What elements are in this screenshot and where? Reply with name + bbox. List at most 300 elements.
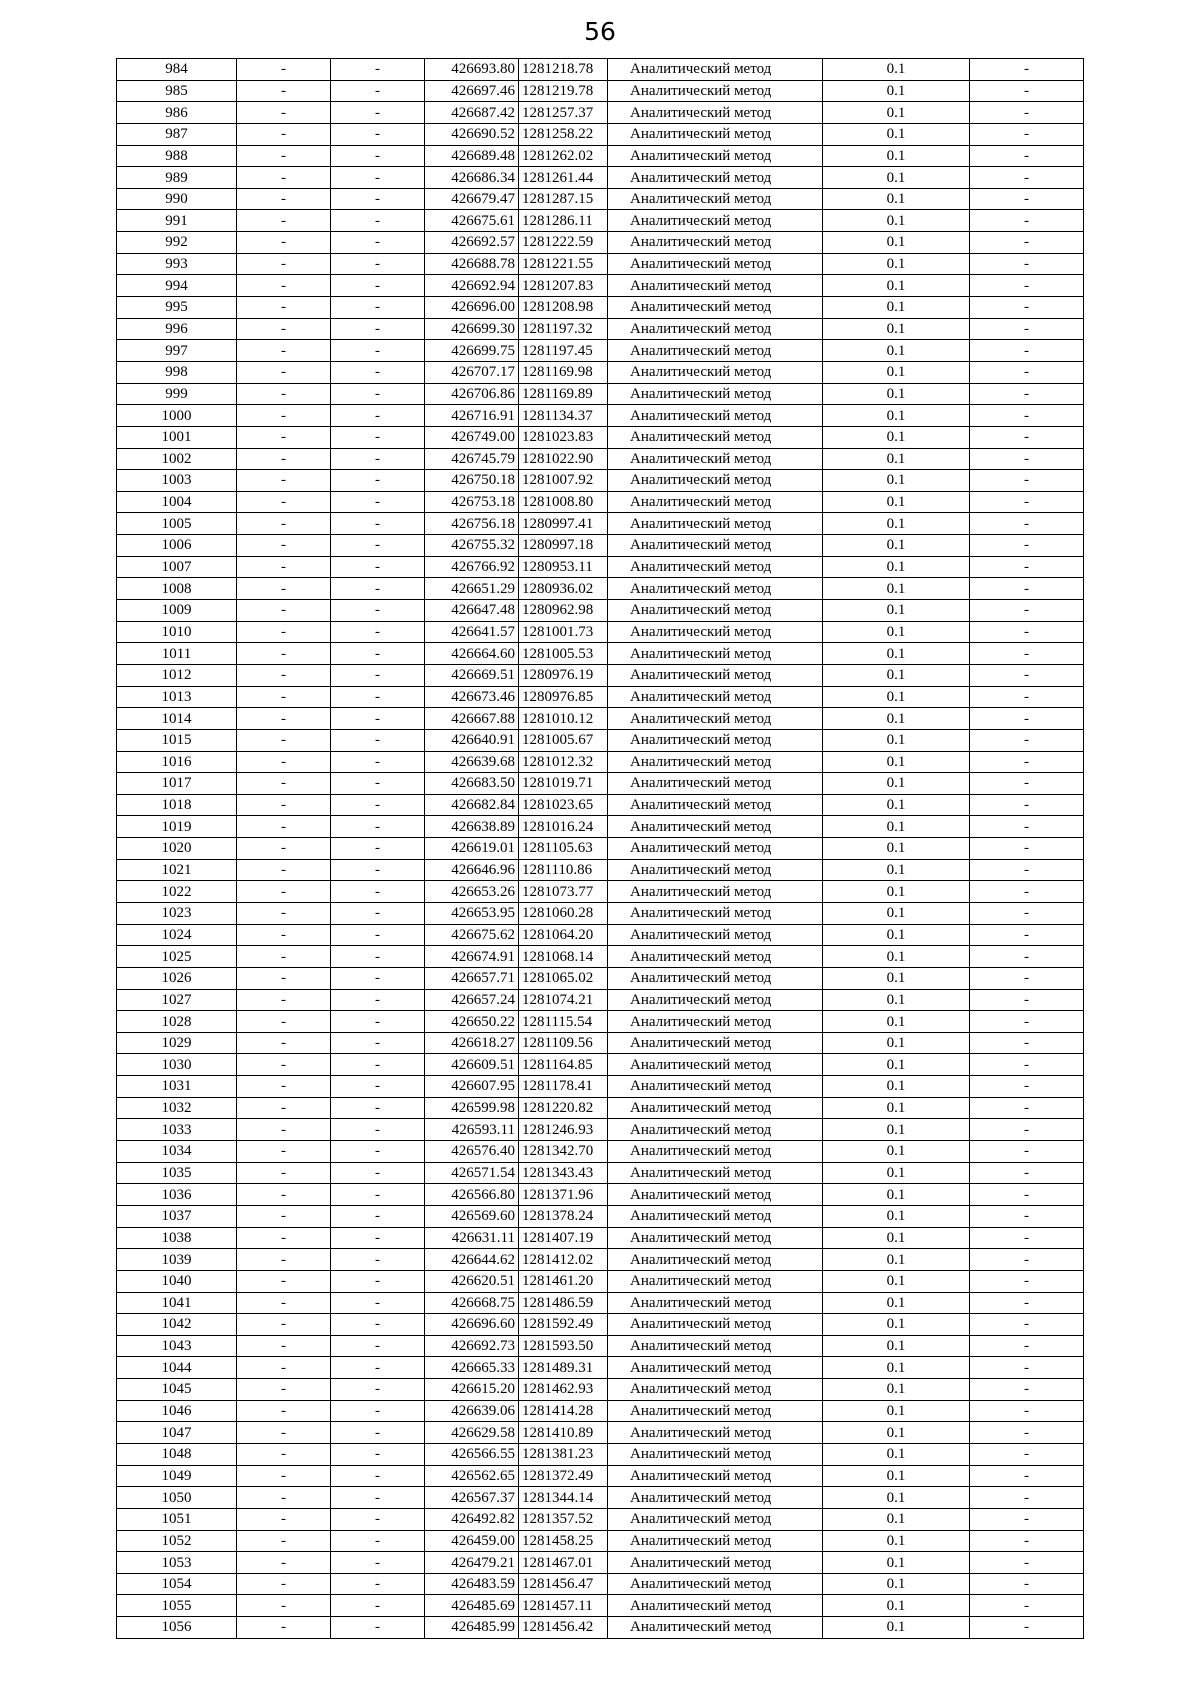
coordinate-x-cell: 426679.47 [425, 188, 519, 210]
empty-value-cell: - [237, 794, 331, 816]
table-row [117, 1530, 1084, 1552]
empty-value-cell: - [331, 1097, 425, 1119]
coordinate-x-cell: 426567.37 [425, 1487, 519, 1509]
empty-value-cell: - [970, 1314, 1084, 1336]
table-row [117, 1357, 1084, 1379]
method-cell: Аналитический метод [608, 1097, 823, 1119]
coordinate-x-cell: 426657.24 [425, 989, 519, 1011]
empty-value-cell: - [331, 859, 425, 881]
coordinate-y-cell: 1280997.41 [519, 513, 608, 535]
table-row [117, 1076, 1084, 1098]
point-number-cell: 1022 [117, 881, 237, 903]
coordinate-y-cell: 1281357.52 [519, 1508, 608, 1530]
point-number-cell: 1029 [117, 1032, 237, 1054]
empty-value-cell: - [970, 664, 1084, 686]
coordinate-x-cell: 426618.27 [425, 1032, 519, 1054]
empty-value-cell: - [237, 513, 331, 535]
point-number-cell: 1048 [117, 1444, 237, 1466]
method-cell: Аналитический метод [608, 600, 823, 622]
point-number-cell: 1019 [117, 816, 237, 838]
table-row [117, 729, 1084, 751]
method-cell: Аналитический метод [608, 946, 823, 968]
point-number-cell: 989 [117, 167, 237, 189]
empty-value-cell: - [331, 1314, 425, 1336]
coordinate-y-cell: 1281064.20 [519, 924, 608, 946]
point-number-cell: 1006 [117, 535, 237, 557]
coordinate-y-cell: 1281008.80 [519, 491, 608, 513]
coordinate-y-cell: 1280962.98 [519, 600, 608, 622]
empty-value-cell: - [237, 253, 331, 275]
point-number-cell: 996 [117, 318, 237, 340]
empty-value-cell: - [970, 1011, 1084, 1033]
table-row [117, 838, 1084, 860]
coordinate-y-cell: 1280936.02 [519, 578, 608, 600]
table-row [117, 1400, 1084, 1422]
empty-value-cell: - [331, 838, 425, 860]
empty-value-cell: - [970, 556, 1084, 578]
empty-value-cell: - [970, 253, 1084, 275]
empty-value-cell: - [331, 816, 425, 838]
accuracy-cell: 0.1 [823, 383, 970, 405]
empty-value-cell: - [970, 1508, 1084, 1530]
point-number-cell: 1016 [117, 751, 237, 773]
coordinate-x-cell: 426675.61 [425, 210, 519, 232]
empty-value-cell: - [331, 621, 425, 643]
coordinate-y-cell: 1280953.11 [519, 556, 608, 578]
empty-value-cell: - [331, 1530, 425, 1552]
empty-value-cell: - [331, 1141, 425, 1163]
point-number-cell: 988 [117, 145, 237, 167]
empty-value-cell: - [331, 1011, 425, 1033]
coordinate-x-cell: 426693.80 [425, 59, 519, 81]
table-row [117, 1508, 1084, 1530]
empty-value-cell: - [970, 297, 1084, 319]
empty-value-cell: - [237, 1119, 331, 1141]
coordinate-y-cell: 1281109.56 [519, 1032, 608, 1054]
method-cell: Аналитический метод [608, 1249, 823, 1271]
coordinate-x-cell: 426674.91 [425, 946, 519, 968]
coordinates-table [116, 58, 1084, 1639]
empty-value-cell: - [331, 967, 425, 989]
point-number-cell: 992 [117, 232, 237, 254]
empty-value-cell: - [237, 643, 331, 665]
table-row [117, 297, 1084, 319]
coordinate-x-cell: 426639.06 [425, 1400, 519, 1422]
point-number-cell: 1026 [117, 967, 237, 989]
empty-value-cell: - [970, 426, 1084, 448]
coordinate-y-cell: 1281486.59 [519, 1292, 608, 1314]
method-cell: Аналитический метод [608, 1184, 823, 1206]
coordinate-y-cell: 1281023.83 [519, 426, 608, 448]
coordinate-y-cell: 1281068.14 [519, 946, 608, 968]
coordinate-x-cell: 426707.17 [425, 361, 519, 383]
empty-value-cell: - [237, 1617, 331, 1639]
point-number-cell: 1018 [117, 794, 237, 816]
empty-value-cell: - [970, 578, 1084, 600]
empty-value-cell: - [331, 1379, 425, 1401]
point-number-cell: 1000 [117, 405, 237, 427]
accuracy-cell: 0.1 [823, 686, 970, 708]
method-cell: Аналитический метод [608, 881, 823, 903]
coordinate-x-cell: 426599.98 [425, 1097, 519, 1119]
coordinate-x-cell: 426459.00 [425, 1530, 519, 1552]
empty-value-cell: - [331, 210, 425, 232]
coordinate-y-cell: 1281169.89 [519, 383, 608, 405]
empty-value-cell: - [237, 1400, 331, 1422]
empty-value-cell: - [237, 1249, 331, 1271]
accuracy-cell: 0.1 [823, 1097, 970, 1119]
method-cell: Аналитический метод [608, 1141, 823, 1163]
empty-value-cell: - [970, 1054, 1084, 1076]
method-cell: Аналитический метод [608, 448, 823, 470]
coordinate-y-cell: 1281010.12 [519, 708, 608, 730]
point-number-cell: 1037 [117, 1205, 237, 1227]
empty-value-cell: - [970, 1162, 1084, 1184]
coordinate-y-cell: 1281073.77 [519, 881, 608, 903]
empty-value-cell: - [237, 383, 331, 405]
point-number-cell: 1045 [117, 1379, 237, 1401]
coordinate-y-cell: 1281178.41 [519, 1076, 608, 1098]
empty-value-cell: - [970, 232, 1084, 254]
method-cell: Аналитический метод [608, 967, 823, 989]
coordinate-y-cell: 1281019.71 [519, 773, 608, 795]
table-row [117, 902, 1084, 924]
table-row [117, 556, 1084, 578]
accuracy-cell: 0.1 [823, 1011, 970, 1033]
coordinate-x-cell: 426650.22 [425, 1011, 519, 1033]
empty-value-cell: - [970, 1465, 1084, 1487]
empty-value-cell: - [237, 188, 331, 210]
table-row [117, 470, 1084, 492]
point-number-cell: 1003 [117, 470, 237, 492]
point-number-cell: 1039 [117, 1249, 237, 1271]
empty-value-cell: - [237, 297, 331, 319]
empty-value-cell: - [237, 838, 331, 860]
coordinate-x-cell: 426699.30 [425, 318, 519, 340]
coordinate-y-cell: 1281208.98 [519, 297, 608, 319]
point-number-cell: 1015 [117, 729, 237, 751]
accuracy-cell: 0.1 [823, 1617, 970, 1639]
empty-value-cell: - [331, 578, 425, 600]
coordinate-x-cell: 426682.84 [425, 794, 519, 816]
coordinate-y-cell: 1281220.82 [519, 1097, 608, 1119]
empty-value-cell: - [237, 1357, 331, 1379]
accuracy-cell: 0.1 [823, 1552, 970, 1574]
empty-value-cell: - [970, 535, 1084, 557]
empty-value-cell: - [970, 1400, 1084, 1422]
empty-value-cell: - [237, 1054, 331, 1076]
empty-value-cell: - [237, 1530, 331, 1552]
method-cell: Аналитический метод [608, 1032, 823, 1054]
coordinate-y-cell: 1281592.49 [519, 1314, 608, 1336]
empty-value-cell: - [970, 989, 1084, 1011]
table-row [117, 794, 1084, 816]
coordinate-y-cell: 1281221.55 [519, 253, 608, 275]
method-cell: Аналитический метод [608, 838, 823, 860]
accuracy-cell: 0.1 [823, 535, 970, 557]
accuracy-cell: 0.1 [823, 1487, 970, 1509]
empty-value-cell: - [970, 210, 1084, 232]
empty-value-cell: - [970, 924, 1084, 946]
point-number-cell: 990 [117, 188, 237, 210]
coordinate-x-cell: 426696.00 [425, 297, 519, 319]
point-number-cell: 986 [117, 102, 237, 124]
empty-value-cell: - [331, 59, 425, 81]
empty-value-cell: - [970, 1335, 1084, 1357]
empty-value-cell: - [331, 881, 425, 903]
table-row [117, 881, 1084, 903]
coordinate-y-cell: 1281372.49 [519, 1465, 608, 1487]
coordinate-x-cell: 426479.21 [425, 1552, 519, 1574]
coordinate-y-cell: 1281287.15 [519, 188, 608, 210]
empty-value-cell: - [970, 1184, 1084, 1206]
coordinate-x-cell: 426492.82 [425, 1508, 519, 1530]
coordinate-y-cell: 1281262.02 [519, 145, 608, 167]
empty-value-cell: - [331, 340, 425, 362]
table-row [117, 102, 1084, 124]
empty-value-cell: - [237, 210, 331, 232]
empty-value-cell: - [970, 751, 1084, 773]
empty-value-cell: - [237, 1465, 331, 1487]
coordinate-x-cell: 426664.60 [425, 643, 519, 665]
coordinate-y-cell: 1281461.20 [519, 1270, 608, 1292]
method-cell: Аналитический метод [608, 902, 823, 924]
point-number-cell: 1042 [117, 1314, 237, 1336]
empty-value-cell: - [331, 1552, 425, 1574]
point-number-cell: 999 [117, 383, 237, 405]
empty-value-cell: - [237, 946, 331, 968]
empty-value-cell: - [237, 1162, 331, 1184]
point-number-cell: 1049 [117, 1465, 237, 1487]
empty-value-cell: - [970, 470, 1084, 492]
coordinate-y-cell: 1281258.22 [519, 123, 608, 145]
method-cell: Аналитический метод [608, 1379, 823, 1401]
point-number-cell: 993 [117, 253, 237, 275]
method-cell: Аналитический метод [608, 1292, 823, 1314]
method-cell: Аналитический метод [608, 405, 823, 427]
empty-value-cell: - [331, 1076, 425, 1098]
empty-value-cell: - [237, 751, 331, 773]
empty-value-cell: - [970, 1249, 1084, 1271]
empty-value-cell: - [331, 1444, 425, 1466]
empty-value-cell: - [970, 686, 1084, 708]
accuracy-cell: 0.1 [823, 751, 970, 773]
coordinate-x-cell: 426669.51 [425, 664, 519, 686]
empty-value-cell: - [970, 1595, 1084, 1617]
empty-value-cell: - [331, 1162, 425, 1184]
method-cell: Аналитический метод [608, 1076, 823, 1098]
point-number-cell: 1017 [117, 773, 237, 795]
table-row [117, 924, 1084, 946]
coordinate-y-cell: 1281222.59 [519, 232, 608, 254]
accuracy-cell: 0.1 [823, 253, 970, 275]
table-row [117, 1379, 1084, 1401]
empty-value-cell: - [331, 1508, 425, 1530]
coordinate-x-cell: 426639.68 [425, 751, 519, 773]
point-number-cell: 1023 [117, 902, 237, 924]
empty-value-cell: - [331, 318, 425, 340]
accuracy-cell: 0.1 [823, 340, 970, 362]
empty-value-cell: - [237, 1032, 331, 1054]
accuracy-cell: 0.1 [823, 1249, 970, 1271]
point-number-cell: 1035 [117, 1162, 237, 1184]
method-cell: Аналитический метод [608, 859, 823, 881]
method-cell: Аналитический метод [608, 664, 823, 686]
table-row [117, 1097, 1084, 1119]
coordinate-x-cell: 426485.69 [425, 1595, 519, 1617]
coordinate-y-cell: 1281005.67 [519, 729, 608, 751]
point-number-cell: 1005 [117, 513, 237, 535]
accuracy-cell: 0.1 [823, 318, 970, 340]
point-number-cell: 998 [117, 361, 237, 383]
table-row [117, 1292, 1084, 1314]
table-row [117, 967, 1084, 989]
empty-value-cell: - [237, 123, 331, 145]
table-row [117, 1032, 1084, 1054]
point-number-cell: 1004 [117, 491, 237, 513]
coordinate-y-cell: 1281074.21 [519, 989, 608, 1011]
point-number-cell: 1025 [117, 946, 237, 968]
coordinate-x-cell: 426576.40 [425, 1141, 519, 1163]
accuracy-cell: 0.1 [823, 275, 970, 297]
empty-value-cell: - [970, 1097, 1084, 1119]
accuracy-cell: 0.1 [823, 643, 970, 665]
empty-value-cell: - [237, 1335, 331, 1357]
empty-value-cell: - [970, 1119, 1084, 1141]
method-cell: Аналитический метод [608, 816, 823, 838]
coordinate-y-cell: 1281489.31 [519, 1357, 608, 1379]
coordinate-y-cell: 1281344.14 [519, 1487, 608, 1509]
coordinate-y-cell: 1281012.32 [519, 751, 608, 773]
empty-value-cell: - [237, 1011, 331, 1033]
empty-value-cell: - [331, 708, 425, 730]
empty-value-cell: - [331, 1487, 425, 1509]
table-row [117, 989, 1084, 1011]
method-cell: Аналитический метод [608, 361, 823, 383]
empty-value-cell: - [331, 1400, 425, 1422]
empty-value-cell: - [970, 1487, 1084, 1509]
empty-value-cell: - [970, 881, 1084, 903]
accuracy-cell: 0.1 [823, 838, 970, 860]
empty-value-cell: - [970, 123, 1084, 145]
table-row [117, 59, 1084, 81]
accuracy-cell: 0.1 [823, 1032, 970, 1054]
accuracy-cell: 0.1 [823, 513, 970, 535]
method-cell: Аналитический метод [608, 1465, 823, 1487]
coordinate-x-cell: 426706.86 [425, 383, 519, 405]
empty-value-cell: - [970, 621, 1084, 643]
empty-value-cell: - [237, 1487, 331, 1509]
empty-value-cell: - [331, 80, 425, 102]
accuracy-cell: 0.1 [823, 902, 970, 924]
empty-value-cell: - [970, 318, 1084, 340]
point-number-cell: 1002 [117, 448, 237, 470]
empty-value-cell: - [237, 318, 331, 340]
coordinate-x-cell: 426699.75 [425, 340, 519, 362]
coordinate-y-cell: 1281197.32 [519, 318, 608, 340]
empty-value-cell: - [331, 448, 425, 470]
empty-value-cell: - [970, 1292, 1084, 1314]
accuracy-cell: 0.1 [823, 405, 970, 427]
empty-value-cell: - [970, 773, 1084, 795]
empty-value-cell: - [237, 556, 331, 578]
coordinate-y-cell: 1281007.92 [519, 470, 608, 492]
coordinate-x-cell: 426641.57 [425, 621, 519, 643]
table-row [117, 600, 1084, 622]
table-row [117, 1249, 1084, 1271]
coordinate-y-cell: 1281381.23 [519, 1444, 608, 1466]
method-cell: Аналитический метод [608, 275, 823, 297]
point-number-cell: 987 [117, 123, 237, 145]
coordinate-x-cell: 426483.59 [425, 1573, 519, 1595]
table-row [117, 145, 1084, 167]
empty-value-cell: - [331, 773, 425, 795]
coordinate-x-cell: 426683.50 [425, 773, 519, 795]
method-cell: Аналитический метод [608, 210, 823, 232]
coordinate-y-cell: 1281164.85 [519, 1054, 608, 1076]
accuracy-cell: 0.1 [823, 729, 970, 751]
table-row [117, 1011, 1084, 1033]
empty-value-cell: - [237, 1205, 331, 1227]
accuracy-cell: 0.1 [823, 1422, 970, 1444]
empty-value-cell: - [970, 1227, 1084, 1249]
method-cell: Аналитический метод [608, 1400, 823, 1422]
accuracy-cell: 0.1 [823, 470, 970, 492]
empty-value-cell: - [970, 1379, 1084, 1401]
point-number-cell: 1050 [117, 1487, 237, 1509]
accuracy-cell: 0.1 [823, 123, 970, 145]
empty-value-cell: - [331, 1617, 425, 1639]
accuracy-cell: 0.1 [823, 1162, 970, 1184]
accuracy-cell: 0.1 [823, 1595, 970, 1617]
method-cell: Аналитический метод [608, 513, 823, 535]
table-body [117, 59, 1084, 1639]
method-cell: Аналитический метод [608, 578, 823, 600]
empty-value-cell: - [970, 1552, 1084, 1574]
empty-value-cell: - [331, 1573, 425, 1595]
table-row [117, 491, 1084, 513]
coordinate-x-cell: 426749.00 [425, 426, 519, 448]
point-number-cell: 1020 [117, 838, 237, 860]
coordinate-y-cell: 1281343.43 [519, 1162, 608, 1184]
method-cell: Аналитический метод [608, 123, 823, 145]
coordinate-y-cell: 1281456.47 [519, 1573, 608, 1595]
empty-value-cell: - [237, 1314, 331, 1336]
empty-value-cell: - [970, 794, 1084, 816]
method-cell: Аналитический метод [608, 253, 823, 275]
empty-value-cell: - [237, 102, 331, 124]
point-number-cell: 1051 [117, 1508, 237, 1530]
empty-value-cell: - [970, 1422, 1084, 1444]
coordinate-x-cell: 426692.73 [425, 1335, 519, 1357]
accuracy-cell: 0.1 [823, 145, 970, 167]
empty-value-cell: - [331, 729, 425, 751]
point-number-cell: 1044 [117, 1357, 237, 1379]
method-cell: Аналитический метод [608, 145, 823, 167]
empty-value-cell: - [331, 232, 425, 254]
coordinate-x-cell: 426690.52 [425, 123, 519, 145]
point-number-cell: 1011 [117, 643, 237, 665]
coordinate-y-cell: 1280997.18 [519, 535, 608, 557]
accuracy-cell: 0.1 [823, 102, 970, 124]
empty-value-cell: - [970, 600, 1084, 622]
point-number-cell: 1013 [117, 686, 237, 708]
coordinate-y-cell: 1281257.37 [519, 102, 608, 124]
point-number-cell: 1040 [117, 1270, 237, 1292]
table-row [117, 621, 1084, 643]
accuracy-cell: 0.1 [823, 1508, 970, 1530]
table-row [117, 318, 1084, 340]
